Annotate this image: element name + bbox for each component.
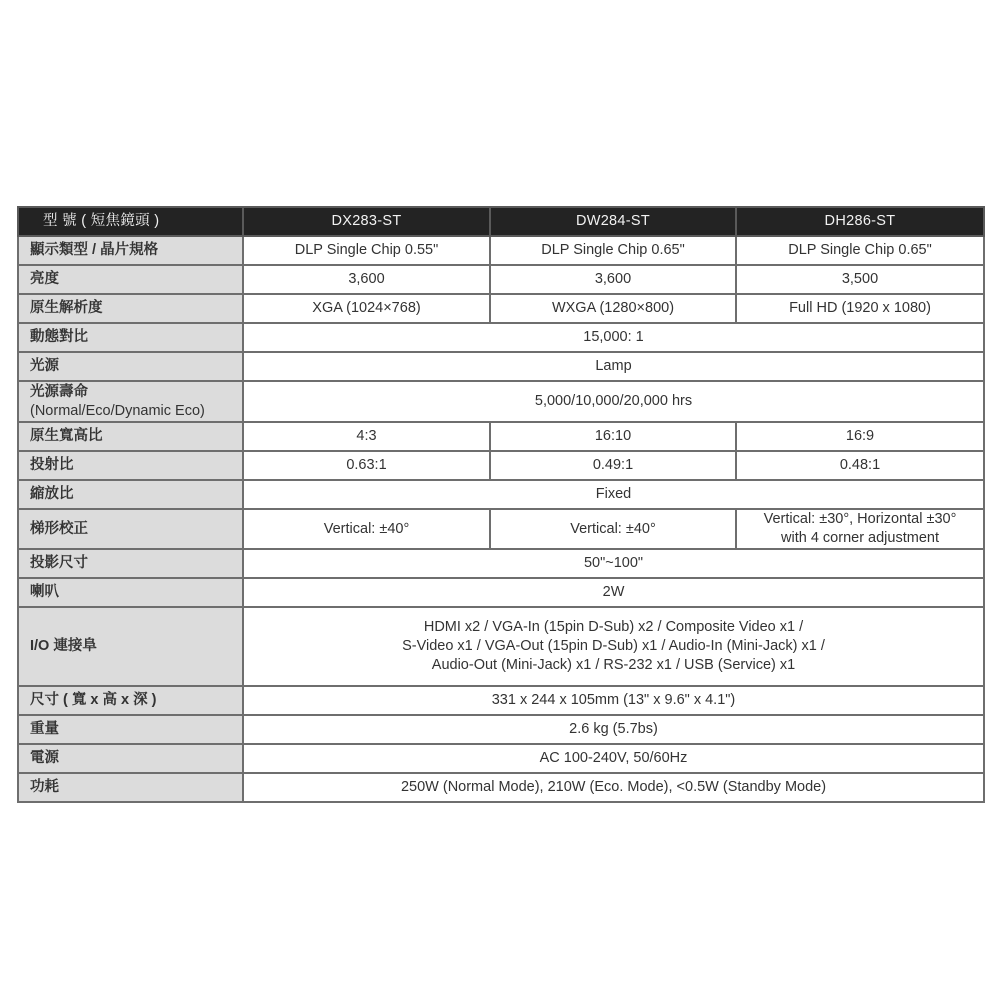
row-label: 光源 — [18, 352, 243, 381]
cell-value-line: Audio-Out (Mini-Jack) x1 / RS-232 x1 / USB (Service) x1 — [431, 657, 796, 673]
row-throw-ratio — [18, 451, 984, 480]
cell-value: 16:10 — [490, 422, 736, 451]
cell-value: DLP Single Chip 0.65" — [736, 236, 984, 265]
cell-value: Full HD (1920 x 1080) — [736, 294, 984, 323]
row-power-consumption — [18, 773, 984, 802]
model-dh286-st: DH286-ST — [736, 207, 984, 236]
cell-value: 3,600 — [243, 265, 490, 294]
row-projection-size — [18, 549, 984, 578]
cell-value: Lamp — [243, 352, 984, 381]
row-weight — [18, 715, 984, 744]
cell-value: 0.63:1 — [243, 451, 490, 480]
row-light-source — [18, 352, 984, 381]
row-label: 顯示類型 / 晶片規格 — [18, 236, 243, 265]
row-label: I/O 連接阜 — [18, 607, 243, 686]
row-label: 喇叭 — [18, 578, 243, 607]
row-label: 原生解析度 — [18, 294, 243, 323]
row-aspect-ratio — [18, 422, 984, 451]
row-label: 縮放比 — [18, 480, 243, 509]
cell-value: 3,600 — [490, 265, 736, 294]
cell-value: DLP Single Chip 0.55" — [243, 236, 490, 265]
row-native-resolution — [18, 294, 984, 323]
row-label: 功耗 — [18, 773, 243, 802]
row-label: 動態對比 — [18, 323, 243, 352]
row-label-main: 光源壽命 — [30, 383, 88, 400]
row-dimensions — [18, 686, 984, 715]
spec-table — [17, 206, 985, 803]
cell-value: Vertical: ±40° — [490, 509, 736, 549]
cell-value-line: S-Video x1 / VGA-Out (15pin D-Sub) x1 / Audio-In (Mini-Jack) x1 / — [402, 638, 825, 654]
row-label: 梯形校正 — [18, 509, 243, 549]
row-light-source-life — [18, 381, 984, 422]
row-brightness — [18, 265, 984, 294]
cell-value: XGA (1024×768) — [243, 294, 490, 323]
cell-value: WXGA (1280×800) — [490, 294, 736, 323]
row-label: 投影尺寸 — [18, 549, 243, 578]
cell-value: 2W — [243, 578, 984, 607]
cell-value: DLP Single Chip 0.65" — [490, 236, 736, 265]
row-label: 尺寸 ( 寬 x 高 x 深 ) — [18, 686, 243, 715]
model-header-label: 型 號 ( 短焦鏡頭 ) — [18, 207, 243, 236]
cell-value-line: with 4 corner adjustment — [781, 530, 939, 546]
row-zoom-ratio — [18, 480, 984, 509]
row-label: 投射比 — [18, 451, 243, 480]
cell-value: Vertical: ±40° — [243, 509, 490, 549]
cell-value: 4:3 — [243, 422, 490, 451]
cell-value: 15,000: 1 — [243, 323, 984, 352]
cell-value: 50"~100" — [243, 549, 984, 578]
row-power-supply — [18, 744, 984, 773]
cell-value: 250W (Normal Mode), 210W (Eco. Mode), <0.5W (Standby Mode) — [243, 773, 984, 802]
cell-value: 0.48:1 — [736, 451, 984, 480]
row-display-type — [18, 236, 984, 265]
cell-value: 2.6 kg (5.7bs) — [243, 715, 984, 744]
cell-value: 0.49:1 — [490, 451, 736, 480]
cell-value: 16:9 — [736, 422, 984, 451]
cell-value: 5,000/10,000/20,000 hrs — [243, 381, 984, 422]
cell-value: 331 x 244 x 105mm (13" x 9.6" x 4.1") — [243, 686, 984, 715]
cell-value — [736, 509, 984, 549]
header-row — [18, 207, 984, 236]
row-speaker — [18, 578, 984, 607]
row-label: 重量 — [18, 715, 243, 744]
row-label: 電源 — [18, 744, 243, 773]
cell-value: 3,500 — [736, 265, 984, 294]
cell-value — [243, 607, 984, 686]
model-dw284-st: DW284-ST — [490, 207, 736, 236]
row-keystone-correction — [18, 509, 984, 549]
row-io-connectors — [18, 607, 984, 686]
row-label-sub: (Normal/Eco/Dynamic Eco) — [30, 402, 205, 419]
model-dx283-st: DX283-ST — [243, 207, 490, 236]
cell-value: Fixed — [243, 480, 984, 509]
cell-value: AC 100-240V, 50/60Hz — [243, 744, 984, 773]
cell-value-line: HDMI x2 / VGA-In (15pin D-Sub) x2 / Composite Video x1 / — [423, 619, 804, 635]
row-dynamic-contrast — [18, 323, 984, 352]
row-label: 亮度 — [18, 265, 243, 294]
row-label: 原生寬高比 — [18, 422, 243, 451]
row-label — [18, 381, 243, 422]
cell-value-line: Vertical: ±30°, Horizontal ±30° — [763, 511, 957, 527]
